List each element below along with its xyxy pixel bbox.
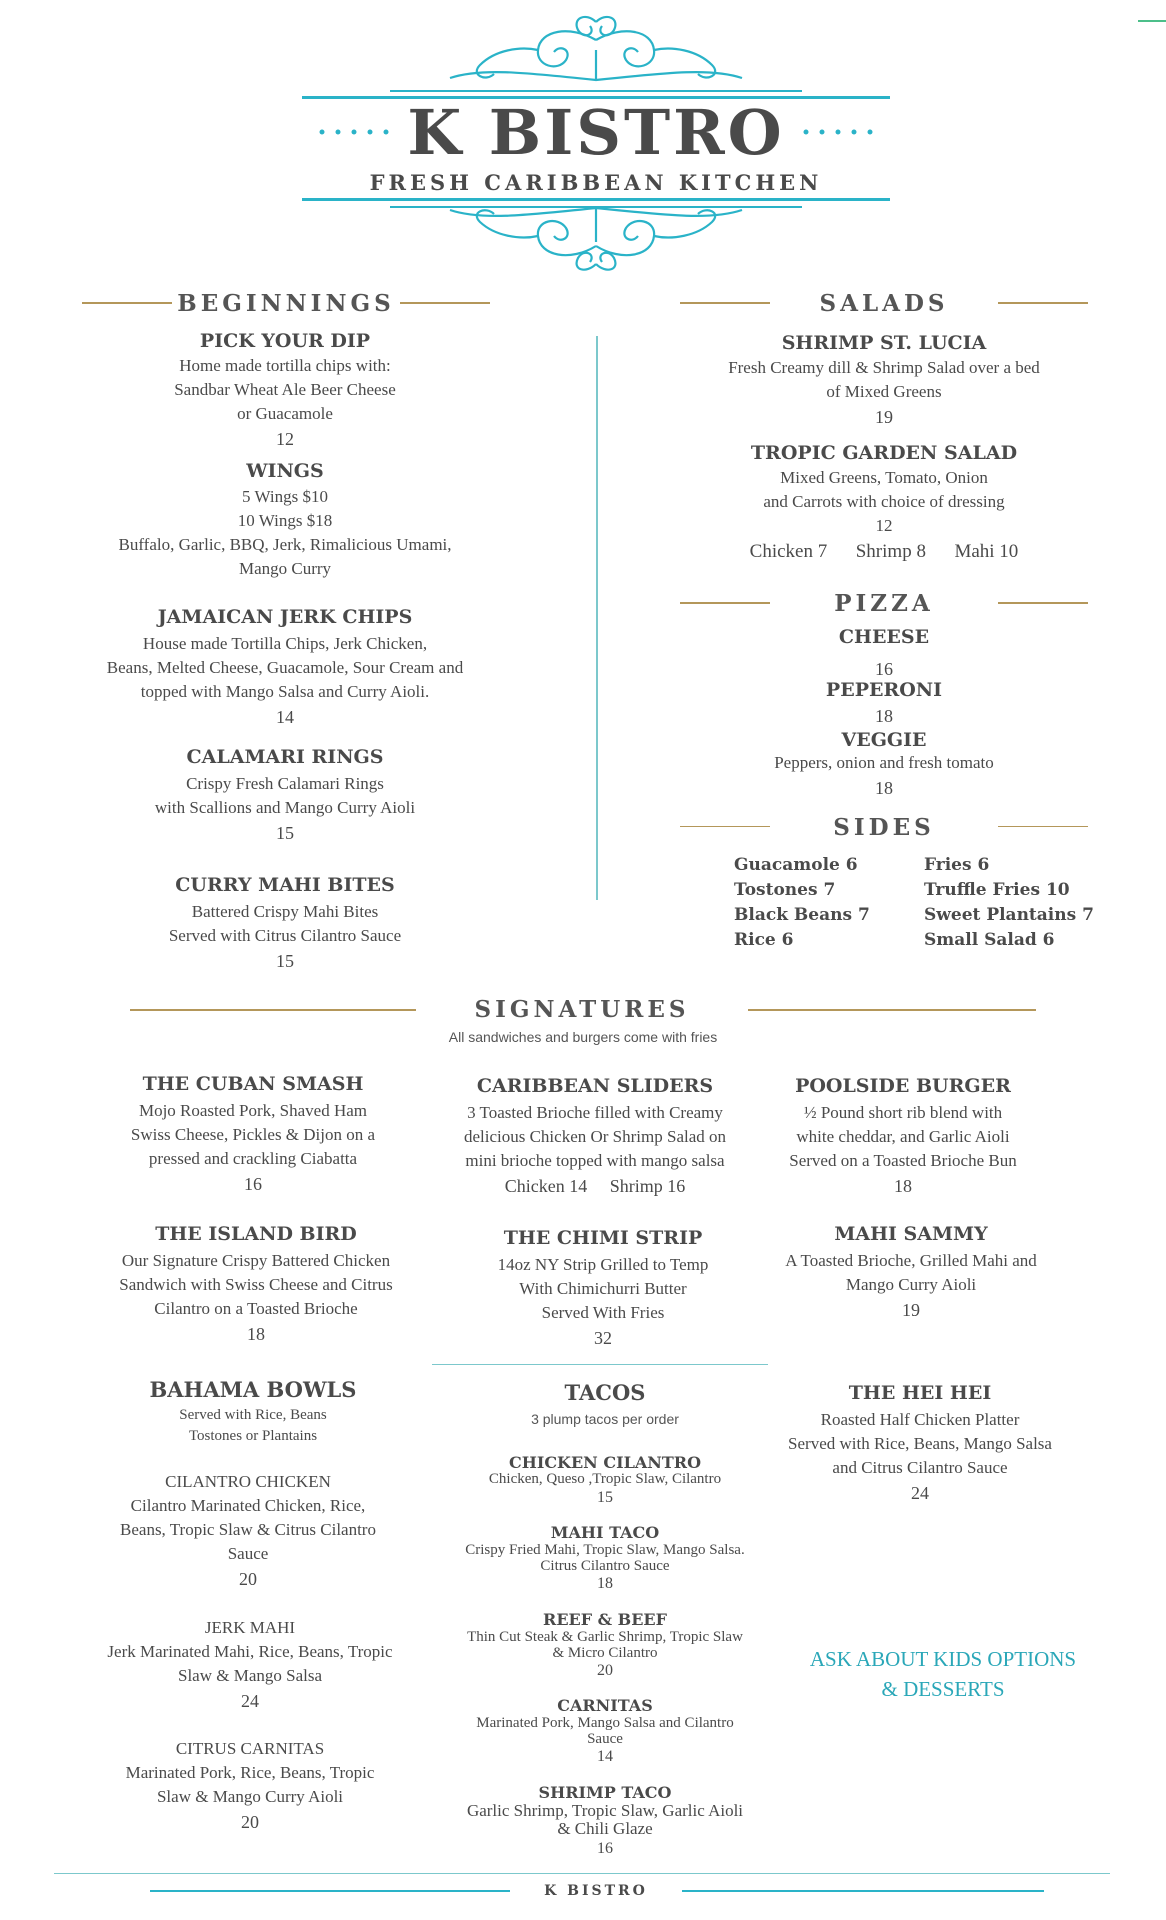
- item-name: CHEESE: [838, 626, 930, 648]
- item-desc: with Scallions and Mango Curry Aioli: [154, 798, 416, 817]
- menu-item: [83, 1737, 417, 1835]
- item-price: 19: [875, 407, 893, 427]
- item-desc: & Micro Cilantro: [552, 1645, 658, 1661]
- salad-addons: Chicken 7 Shrimp 8 Mahi 10: [749, 541, 1019, 562]
- taco-item: [435, 1784, 775, 1860]
- signatures-rule-right: [748, 1009, 1036, 1011]
- item-name: JAMAICAN JERK CHIPS: [157, 606, 413, 628]
- item-desc: Our Signature Crispy Battered Chicken: [121, 1251, 391, 1270]
- item-name: CALAMARI RINGS: [186, 746, 384, 768]
- item-price: 24: [911, 1483, 929, 1503]
- item-desc: Crispy Fresh Calamari Rings: [186, 774, 384, 793]
- item-name: CHICKEN CILANTRO: [508, 1453, 701, 1472]
- item-desc: Beans, Melted Cheese, Guacamole, Sour Cream and: [106, 658, 464, 677]
- side-item: Black Beans 7: [734, 905, 870, 925]
- signatures-note: All sandwiches and burgers come with fries: [448, 1029, 718, 1045]
- item-price: 24: [241, 1691, 259, 1711]
- tacos-section: [435, 1378, 775, 1430]
- logo: [300, 10, 892, 295]
- sides-left-list: [734, 853, 914, 953]
- item-desc: Roasted Half Chicken Platter: [820, 1410, 1020, 1429]
- menu-item: [83, 1616, 417, 1714]
- menu-item: [760, 1378, 1080, 1506]
- menu-item: [60, 870, 510, 974]
- salads-heading: SALADS: [819, 290, 949, 317]
- item-desc: white cheddar, and Garlic Aioli: [796, 1127, 1010, 1146]
- sides-rule-right: [998, 826, 1088, 827]
- kids-line: ASK ABOUT KIDS OPTIONS: [809, 1647, 1077, 1671]
- side-item: Truffle Fries 10: [924, 880, 1070, 900]
- item-price: 18: [247, 1324, 265, 1344]
- item-desc: Chicken, Queso ,Tropic Slaw, Cilantro: [488, 1471, 722, 1487]
- item-desc: Fresh Creamy dill & Shrimp Salad over a bed: [728, 358, 1040, 377]
- item-desc: ½ Pound short rib blend with: [803, 1103, 1003, 1122]
- footer-rule-left: [150, 1890, 510, 1892]
- corner-line: [1138, 20, 1166, 22]
- side-item: Fries 6: [924, 855, 990, 875]
- item-desc: Home made tortilla chips with:: [179, 356, 391, 375]
- footer-rule: [54, 1873, 1110, 1874]
- item-desc: and Citrus Cilantro Sauce: [832, 1458, 1008, 1477]
- item-desc: & Chili Glaze: [557, 1819, 653, 1838]
- menu-item: [658, 729, 1110, 801]
- item-desc: Sauce: [227, 1544, 269, 1563]
- item-desc: Jerk Marinated Mahi, Rice, Beans, Tropic: [107, 1642, 393, 1661]
- item-desc: Buffalo, Garlic, BBQ, Jerk, Rimalicious Umami,: [118, 535, 452, 554]
- item-name: PICK YOUR DIP: [199, 330, 371, 352]
- item-desc: 3 Toasted Brioche filled with Creamy: [467, 1103, 723, 1122]
- item-price: 32: [594, 1328, 612, 1348]
- menu-item: [658, 624, 1110, 679]
- item-desc: pressed and crackling Ciabatta: [148, 1149, 358, 1168]
- signatures-heading: SIGNATURES: [474, 996, 690, 1023]
- kids-note: [790, 1644, 1096, 1704]
- bowls-heading: BAHAMA BOWLS: [149, 1377, 357, 1402]
- item-desc: Crispy Fried Mahi, Tropic Slaw, Mango Salsa.: [465, 1542, 745, 1558]
- taco-item: [435, 1611, 775, 1681]
- item-desc: Served With Fries: [541, 1303, 665, 1322]
- side-item: Sweet Plantains 7: [924, 905, 1094, 925]
- item-price: 20: [239, 1569, 257, 1589]
- item-desc: With Chimichurri Butter: [519, 1279, 687, 1298]
- menu-item: [60, 328, 510, 452]
- item-desc: Garlic Shrimp, Tropic Slaw, Garlic Aioli: [466, 1801, 744, 1820]
- item-price: 18: [875, 778, 893, 798]
- bowls-section: [83, 1375, 423, 1447]
- item-price: 14: [597, 1748, 613, 1765]
- item-price: 16: [244, 1174, 262, 1194]
- item-name: MAHI SAMMY: [834, 1223, 988, 1245]
- item-price: 18: [875, 706, 893, 726]
- menu-item: [658, 440, 1110, 566]
- menu-item: [435, 1223, 771, 1351]
- item-desc: 14oz NY Strip Grilled to Temp: [497, 1255, 709, 1274]
- item-desc: Sandwich with Swiss Cheese and Citrus: [119, 1275, 393, 1294]
- menu-item: [758, 1071, 1048, 1199]
- tacos-rule: [432, 1364, 768, 1365]
- menu-item: [60, 742, 510, 846]
- item-name: THE ISLAND BIRD: [155, 1223, 357, 1245]
- item-price: 18: [597, 1575, 613, 1592]
- item-price: 14: [276, 707, 294, 727]
- salads-rule-right: [998, 302, 1088, 304]
- item-name: JERK MAHI: [204, 1618, 296, 1637]
- item-name: CILANTRO CHICKEN: [165, 1472, 331, 1491]
- item-name: SHRIMP TACO: [538, 1783, 672, 1802]
- item-desc: Slaw & Mango Salsa: [177, 1666, 323, 1685]
- item-desc: Battered Crispy Mahi Bites: [191, 902, 379, 921]
- item-price: 15: [276, 951, 294, 971]
- bowls-sub: Tostones or Plantains: [188, 1428, 318, 1444]
- item-price: 16: [597, 1840, 613, 1857]
- beginnings-rule-left: [82, 302, 172, 304]
- brand-tagline: FRESH CARIBBEAN KITCHEN: [369, 170, 823, 195]
- item-desc: House made Tortilla Chips, Jerk Chicken,: [142, 634, 428, 653]
- item-desc: Cilantro Marinated Chicken, Rice,: [130, 1496, 366, 1515]
- taco-item: [435, 1454, 775, 1509]
- item-price: 15: [276, 823, 294, 843]
- side-item: Tostones 7: [734, 880, 836, 900]
- item-desc: Served with Citrus Cilantro Sauce: [168, 926, 402, 945]
- item-desc: Served on a Toasted Brioche Bun: [789, 1151, 1017, 1170]
- taco-item: [435, 1524, 775, 1594]
- item-desc: Sauce: [587, 1731, 623, 1747]
- pizza-heading: PIZZA: [834, 590, 934, 617]
- menu-item: [60, 457, 510, 581]
- menu-item: [658, 677, 1110, 729]
- pizza-rule-left: [680, 602, 770, 604]
- item-desc: Beans, Tropic Slaw & Citrus Cilantro: [120, 1520, 376, 1539]
- menu-item: [60, 602, 510, 730]
- item-desc: topped with Mango Salsa and Curry Aioli.: [140, 682, 430, 701]
- item-desc: Slaw & Mango Curry Aioli: [156, 1787, 344, 1806]
- item-desc: and Carrots with choice of dressing: [763, 492, 1005, 511]
- item-name: MAHI TACO: [550, 1523, 660, 1542]
- taco-item: [435, 1697, 775, 1767]
- menu-item: [435, 1071, 755, 1199]
- item-name: VEGGIE: [841, 729, 927, 751]
- item-price: 12: [276, 429, 294, 449]
- item-desc: Mixed Greens, Tomato, Onion: [780, 468, 988, 487]
- beginnings-rule-right: [400, 302, 490, 304]
- item-desc: A Toasted Brioche, Grilled Mahi and: [785, 1251, 1037, 1270]
- signatures-rule-left: [130, 1009, 416, 1011]
- sides-right-list: [924, 853, 1124, 953]
- item-desc: 10 Wings $18: [237, 511, 333, 530]
- kids-line: & DESSERTS: [881, 1677, 1005, 1701]
- menu-item: [658, 330, 1110, 430]
- item-desc: Served with Rice, Beans, Mango Salsa: [788, 1434, 1052, 1453]
- item-desc: Marinated Pork, Rice, Beans, Tropic: [125, 1763, 375, 1782]
- bowls-sub: Served with Rice, Beans: [179, 1407, 327, 1423]
- item-price: 20: [241, 1812, 259, 1832]
- side-item: Rice 6: [734, 930, 794, 950]
- footer-rule-right: [682, 1890, 1044, 1892]
- column-divider: [596, 336, 598, 900]
- item-desc: 5 Wings $10: [242, 487, 328, 506]
- menu-item: [758, 1219, 1064, 1323]
- item-price: 15: [597, 1489, 613, 1506]
- pizza-rule-right: [998, 602, 1088, 604]
- item-desc: Mojo Roasted Pork, Shaved Ham: [138, 1101, 368, 1120]
- item-price: 16: [875, 659, 893, 679]
- item-name: THE CUBAN SMASH: [142, 1073, 364, 1095]
- item-name: THE CHIMI STRIP: [503, 1227, 703, 1249]
- menu-item: [83, 1219, 429, 1347]
- item-desc: or Guacamole: [237, 404, 333, 423]
- item-price: 19: [902, 1300, 920, 1320]
- item-name: CITRUS CARNITAS: [175, 1739, 325, 1758]
- item-desc: Marinated Pork, Mango Salsa and Cilantro: [476, 1715, 734, 1731]
- item-name: CARIBBEAN SLIDERS: [476, 1075, 714, 1097]
- item-name: CARNITAS: [557, 1696, 653, 1715]
- salads-rule-left: [680, 302, 770, 304]
- item-price: Chicken 14 Shrimp 16: [504, 1176, 686, 1196]
- side-item: Guacamole 6: [734, 855, 858, 875]
- item-name: CURRY MAHI BITES: [175, 874, 395, 896]
- item-desc: delicious Chicken Or Shrimp Salad on: [463, 1127, 727, 1146]
- item-name: TROPIC GARDEN SALAD: [750, 442, 1018, 464]
- tacos-heading: TACOS: [564, 1380, 646, 1405]
- item-name: POOLSIDE BURGER: [795, 1075, 1011, 1097]
- item-desc: mini brioche topped with mango salsa: [465, 1151, 725, 1170]
- brand-title: K BISTRO: [407, 96, 785, 169]
- item-desc: Cilantro on a Toasted Brioche: [154, 1299, 358, 1318]
- item-name: PEPERONI: [825, 679, 943, 701]
- item-desc: Mango Curry: [238, 559, 332, 578]
- item-desc: Thin Cut Steak & Garlic Shrimp, Tropic Slaw: [467, 1629, 743, 1645]
- item-name: SHRIMP ST. LUCIA: [781, 332, 987, 354]
- item-desc: Citrus Cilantro Sauce: [540, 1558, 670, 1574]
- item-desc: Peppers, onion and fresh tomato: [774, 753, 994, 772]
- menu-item: [83, 1470, 413, 1592]
- item-name: WINGS: [246, 460, 324, 482]
- item-price: 12: [875, 516, 893, 535]
- item-desc: of Mixed Greens: [826, 382, 942, 401]
- item-desc: Mango Curry Aioli: [845, 1275, 977, 1294]
- sides-rule-left: [680, 826, 770, 827]
- item-name: REEF & BEEF: [543, 1610, 667, 1629]
- item-price: 18: [894, 1176, 912, 1196]
- footer-brand: K BISTRO: [544, 1883, 648, 1899]
- sides-heading: SIDES: [833, 814, 935, 841]
- item-name: THE HEI HEI: [848, 1382, 992, 1404]
- item-desc: Swiss Cheese, Pickles & Dijon on a: [130, 1125, 376, 1144]
- side-item: Small Salad 6: [924, 930, 1055, 950]
- tacos-sub: 3 plump tacos per order: [531, 1411, 679, 1427]
- item-desc: Sandbar Wheat Ale Beer Cheese: [174, 380, 396, 399]
- item-price: 20: [597, 1662, 613, 1679]
- beginnings-heading: BEGINNINGS: [177, 290, 395, 317]
- menu-item: [83, 1069, 423, 1197]
